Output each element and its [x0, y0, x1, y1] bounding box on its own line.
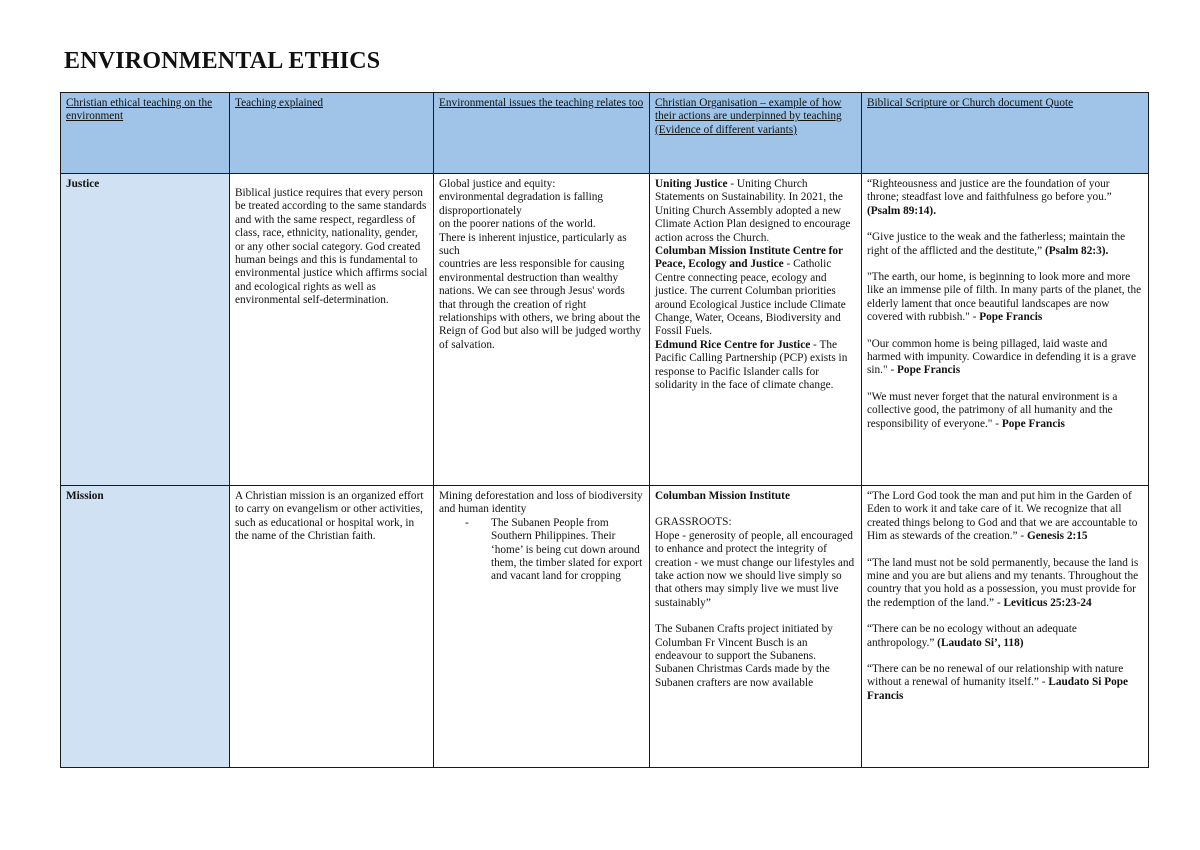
org-name: Columban Mission Institute Centre for Peace, Ecology and Justice	[655, 245, 843, 271]
quote: "We must never forget that the natural environment is a collective good, the patrimony of all humanity and the responsibility of everyone." - Pope Francis	[867, 390, 1118, 430]
issues-cell	[434, 486, 650, 768]
issues-cell	[434, 174, 650, 486]
issue-line: on the poorer nations of the world.	[439, 218, 596, 231]
ethics-table	[60, 92, 1149, 768]
org-text: The Pacific Calling Partnership (PCP) exists in response to Pacific Islander calls for solidarity in the face of climate change.	[655, 338, 848, 392]
quote: “Righteousness and justice are the foundation of your throne; steadfast love and faithfulness go before you.” (Psalm 89:14).	[867, 178, 1112, 217]
quote-source: (Psalm 82:3).	[1042, 244, 1109, 257]
header-issues: Environmental issues the teaching relates too	[434, 93, 650, 174]
org-name: Uniting Justice	[655, 178, 728, 190]
header-row	[61, 93, 1149, 174]
quote: "Our common home is being pillaged, laid waste and harmed with impunity. Cowardice in defending it is a grave sin." - Pope Francis	[867, 337, 1137, 377]
explained-cell	[230, 486, 434, 768]
org-text: The Subanen Crafts project initiated by Columban Fr Vincent Busch is an endeavour to support the Subanens. Subanen Christmas Cards made by the Subanen crafters are now available	[655, 623, 833, 689]
org-name: Edmund Rice Centre for Justice	[655, 338, 811, 351]
issue-line: nations. We can see through Jesus' words that through the creation of right relationships with others, we bring about the Reign of God but also will be judged worthy of salvation.	[439, 285, 642, 351]
org-text: Hope - generosity of people, all encouraged to enhance and protect the integrity of creation - we must change our lifestyles and take action now we should live simply so that others may simply live we must live sustainably”	[655, 529, 855, 609]
org-grassroots: GRASSROOTS:	[655, 516, 732, 529]
organisation-cell	[650, 486, 862, 768]
header-organisation-note: (Evidence of different variants)	[655, 123, 797, 136]
issue-line: Global justice and equity:	[439, 178, 556, 190]
quote: “Give justice to the weak and the fatherless; maintain the right of the afflicted and the destitute,” (Psalm 82:3).	[867, 231, 1126, 257]
org-entry: Columban Mission Institute Centre for Peace, Ecology and Justice - Catholic Centre connecting peace, ecology and justice. The current Columban priorities around Ecological Justice include Climate Change, Water, Oceans, Biodiversity and Fossil Fuels.	[655, 245, 846, 338]
quote-cell	[862, 174, 1149, 486]
quote-source: (Psalm 89:14).	[867, 204, 937, 217]
quote: “There can be no renewal of our relationship with nature without a renewal of humanity itself.” - Laudato Si Pope Francis	[867, 663, 1129, 702]
quote-source: Pope Francis	[1001, 417, 1065, 430]
quote: “There can be no ecology without an adequate anthropology.” (Laudato Si’, 118)	[867, 623, 1077, 649]
table-row-mission	[61, 486, 1149, 768]
issue-line: environmental degradation is falling disproportionately	[439, 191, 604, 217]
quote-source: Pope Francis	[897, 364, 961, 377]
explained-cell	[230, 174, 434, 486]
issue-line: countries are less responsible for causing environmental destruction than wealthy	[439, 258, 625, 284]
org-text: Uniting Church Statements on Sustainability. In 2021, the Uniting Church Assembly adopted a new Climate Action Plan designed to encourage action across the Church.	[655, 178, 851, 244]
header-teaching: Christian ethical teaching on the environment	[61, 93, 230, 174]
quote-source: Genesis 2:15	[1026, 530, 1088, 543]
issue-sublist	[439, 517, 644, 584]
topic-cell: Mission	[61, 486, 230, 768]
explained-text: A Christian mission is an organized effort to carry on evangelism or other activities, such as educational or hospital work, in the name of the Christian faith.	[235, 490, 424, 543]
list-item: - The Subanen People from Southern Philippines. Their ‘home’ is being cut down around them, the timber slated for export and vacant land for cropping	[439, 517, 644, 584]
quote-source: Pope Francis	[979, 311, 1043, 324]
organisation-cell	[650, 174, 862, 486]
header-quote: Biblical Scripture or Church document Quote	[862, 93, 1149, 174]
document-title: ENVIRONMENTAL ETHICS	[64, 48, 381, 74]
quote: “The land must not be sold permanently, because the land is mine and you are but aliens and my tenants. Throughout the country that you hold as a possession, you must provide for the redemption of the land.” - Leviticus 25:23-24	[867, 556, 1139, 609]
org-entry: Uniting Justice - Uniting Church Statements on Sustainability. In 2021, the Uniting Church Assembly adopted a new Climate Action Plan designed to encourage action across the Church.	[655, 178, 851, 244]
header-explained: Teaching explained	[230, 93, 434, 174]
quote: “The Lord God took the man and put him in the Garden of Eden to work it and take care of it. We recognize that all created things belong to God and that we are accountable to Him as stewards of the creation.” - Genesis 2:15	[867, 490, 1138, 543]
quote-source: Laudato Si Pope Francis	[867, 676, 1129, 702]
header-organisation	[650, 93, 862, 174]
issue-line: Mining deforestation and loss of biodiversity and human identity	[439, 490, 643, 516]
quote: "The earth, our home, is beginning to look more and more like an immense pile of filth. In many parts of the planet, the elderly lament that once beautiful landscapes are now covered with rubbish." - Pope Francis	[867, 271, 1142, 324]
table-row-justice	[61, 174, 1149, 486]
quote-source: (Laudato Si’, 118)	[934, 636, 1024, 649]
org-entry: Edmund Rice Centre for Justice - The Pacific Calling Partnership (PCP) exists in response to Pacific Islander calls for solidarity in the face of climate change.	[655, 338, 848, 392]
org-text: Catholic Centre connecting peace, ecology and justice. The current Columban priorities around Ecological Justice include Climate Change, Water, Oceans, Biodiversity and Fossil Fuels.	[655, 258, 846, 338]
org-name: Columban Mission Institute	[655, 490, 790, 502]
explained-text: Biblical justice requires that every person be treated according to the same standards and with the same respect, regardless of class, race, ethnicity, nationality, gender, or any other social category. God created human beings and this is fundamental to environmental justice which affirms social and ecological rights as well as environmental self-determination.	[235, 187, 428, 307]
header-organisation-label: Christian Organisation – example of how their actions are underpinned by teaching	[655, 97, 842, 123]
quote-source: Leviticus 25:23-24	[1003, 596, 1092, 609]
topic-cell: Justice	[61, 174, 230, 486]
quote-cell	[862, 486, 1149, 768]
issue-line: There is inherent injustice, particularly as such	[439, 231, 627, 258]
